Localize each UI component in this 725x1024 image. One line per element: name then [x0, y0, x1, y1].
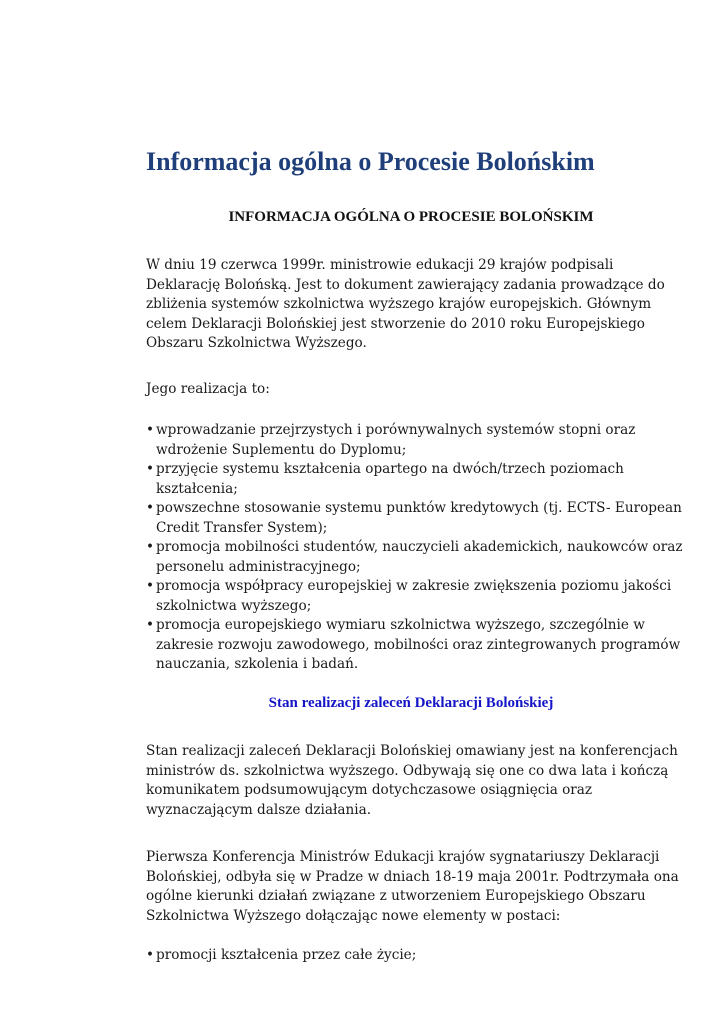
list-item	[146, 616, 683, 675]
text-line: celem Deklaracji Bolońskiej jest stworzenie do 2010 roku Europejskiego	[146, 315, 645, 332]
text-line: ministrów ds. szkolnictwa wyższego. Odbywają się one co dwa lata i kończą	[146, 762, 669, 779]
realization-intro: Jego realizacja to:	[146, 381, 270, 397]
text-line: • promocja europejskiego wymiaru szkolnictwa wyższego, szczególnie w	[156, 617, 645, 633]
text-line: • wprowadzanie przejrzystych i porównywalnych systemów stopni oraz	[156, 422, 636, 438]
text-line: komunikatem podsumowującym dotychczasowe osiągnięcia oraz	[146, 782, 593, 798]
text-line: kształcenia;	[156, 480, 238, 497]
prague-items-list	[146, 946, 416, 966]
list-item	[146, 421, 683, 460]
text-line: zakresie rozwoju zawodowego, mobilności oraz zintegrowanych programów	[156, 636, 681, 653]
text-line: wyznaczającym dalsze działania.	[146, 801, 372, 818]
text-line: Stan realizacji zaleceń Deklaracji Bolońskiej omawiany jest na konferencjach	[146, 743, 678, 759]
text-line: wdrożenie Suplementu do Dyplomu;	[156, 441, 407, 458]
text-line: szkolnictwa wyższego;	[156, 597, 312, 614]
text-line: • powszechne stosowanie systemu punktów kredytowych (tj. ECTS- European	[156, 500, 682, 516]
list-item	[146, 946, 416, 966]
text-line: • promocja współpracy europejskiej w zakresie zwiększenia poziomu jakości	[156, 578, 672, 594]
text-line: zbliżenia systemów szkolnictwa wyższego krajów europejskich. Głównym	[146, 296, 652, 312]
text-line: • przyjęcie systemu kształcenia opartego na dwóch/trzech poziomach	[156, 461, 624, 477]
intro-paragraph	[146, 256, 665, 354]
list-item	[146, 538, 683, 577]
text-line: W dniu 19 czerwca 1999r. ministrowie edukacji 29 krajów podpisali	[146, 257, 614, 273]
list-item	[146, 499, 683, 538]
text-line: Credit Transfer System);	[156, 519, 328, 536]
text-line: Szkolnictwa Wyższego dołączając nowe elementy w postaci:	[146, 907, 561, 924]
text-line: nauczania, szkolenia i badań.	[156, 656, 359, 672]
text-line: Pierwsza Konferencja Ministrów Edukacji krajów sygnatariuszy Deklaracji	[146, 849, 660, 865]
text-line: personelu administracyjnego;	[156, 558, 361, 575]
text-line: Deklarację Bolońską. Jest to dokument zawierający zadania prowadzące do	[146, 276, 665, 293]
status-paragraph	[146, 742, 678, 820]
text-line: ogólne kierunki działań związane z utworzeniem Europejskiego Obszaru	[146, 888, 646, 904]
document-title: Informacja ogólna o Procesie Bolońskim	[146, 147, 595, 176]
section-heading: Stan realizacji zaleceń Deklaracji Bolońskiej	[268, 695, 554, 711]
list-item	[146, 577, 683, 616]
text-line: • promocji kształcenia przez całe życie;	[156, 947, 417, 963]
document-subtitle: INFORMACJA OGÓLNA O PROCESIE BOLOŃSKIM	[228, 209, 594, 225]
text-line: Bolońskiej, odbyła się w Pradze w dniach 18-19 maja 2001r. Podtrzymała ona	[146, 868, 679, 885]
list-item	[146, 460, 683, 499]
text-line: • promocja mobilności studentów, nauczycieli akademickich, naukowców oraz	[156, 539, 683, 555]
goals-list	[146, 421, 683, 675]
prague-paragraph	[146, 848, 679, 926]
text-line: Obszaru Szkolnictwa Wyższego.	[146, 335, 367, 351]
